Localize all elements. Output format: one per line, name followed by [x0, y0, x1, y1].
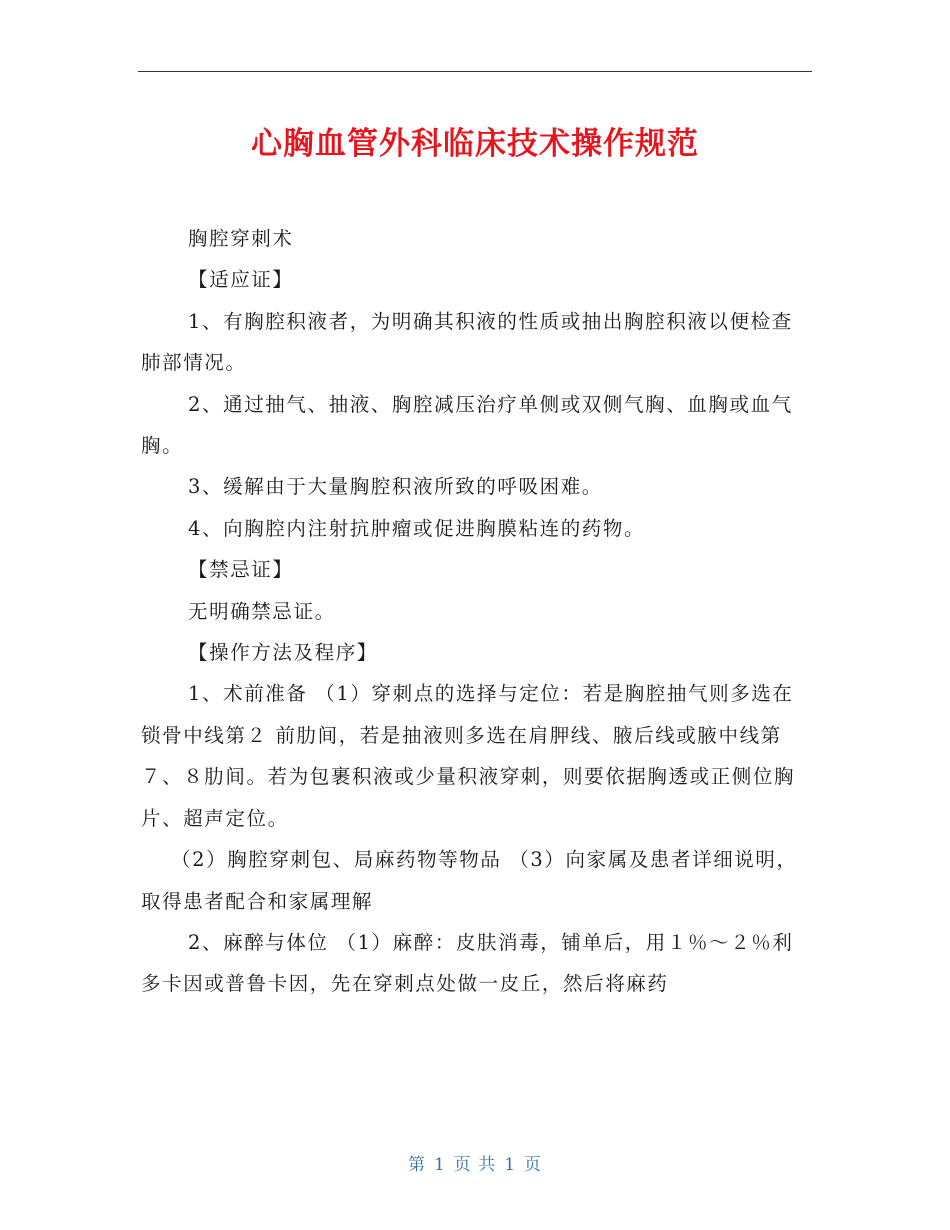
page-footer	[0, 1150, 950, 1175]
document-title: 心胸血管外科临床技术操作规范	[251, 126, 699, 162]
paragraph-contraindications: 无明确禁忌证。	[188, 599, 336, 623]
paragraph-anesthesia: 2、麻醉与体位 （1）麻醉：皮肤消毒，铺单后，用１％～２％利多卡因或普鲁卡因，先在穿刺点处做一皮丘，然后将麻药	[141, 930, 794, 996]
paragraph-indication-4: 4、向胸腔内注射抗肿瘤或促进胸膜粘连的药物。	[188, 516, 646, 540]
footer-prefix: 第	[407, 1155, 426, 1175]
paragraph-indication-1: 1、有胸腔积液者，为明确其积液的性质或抽出胸腔积液以便检查肺部情况。	[141, 309, 793, 375]
section-heading-indications: 【适应证】	[188, 268, 294, 292]
footer-suffix: 页	[524, 1155, 543, 1175]
footer-page-current: 1	[433, 1155, 446, 1175]
document-body	[141, 218, 811, 1005]
paragraph-preparation: 1、术前准备 （1）穿刺点的选择与定位：若是胸腔抽气则多选在锁骨中线第２ 前肋间，若是抽液则多选在肩胛线、腋后线或腋中线第７、８肋间。若为包裹积液或少量积液穿刺，则要依据胸透或正侧位胸片、超声定位。	[141, 682, 796, 830]
paragraph-procedure-name: 胸腔穿刺术	[188, 227, 294, 250]
footer-page-total: 1	[504, 1155, 517, 1175]
footer-mid: 页 共	[453, 1155, 497, 1175]
section-heading-contraindications: 【禁忌证】	[188, 558, 294, 582]
header-rule	[138, 71, 812, 72]
paragraph-preparation-items: （2）胸腔穿刺包、局麻药物等物品 （3）向家属及患者详细说明，取得患者配合和家属理解	[141, 848, 798, 913]
section-heading-procedure: 【操作方法及程序】	[188, 641, 378, 665]
paragraph-indication-3: 3、缓解由于大量胸腔积液所致的呼吸困难。	[188, 475, 603, 499]
paragraph-indication-2: 2、通过抽气、抽液、胸腔减压治疗单侧或双侧气胸、血胸或血气胸。	[141, 392, 793, 458]
